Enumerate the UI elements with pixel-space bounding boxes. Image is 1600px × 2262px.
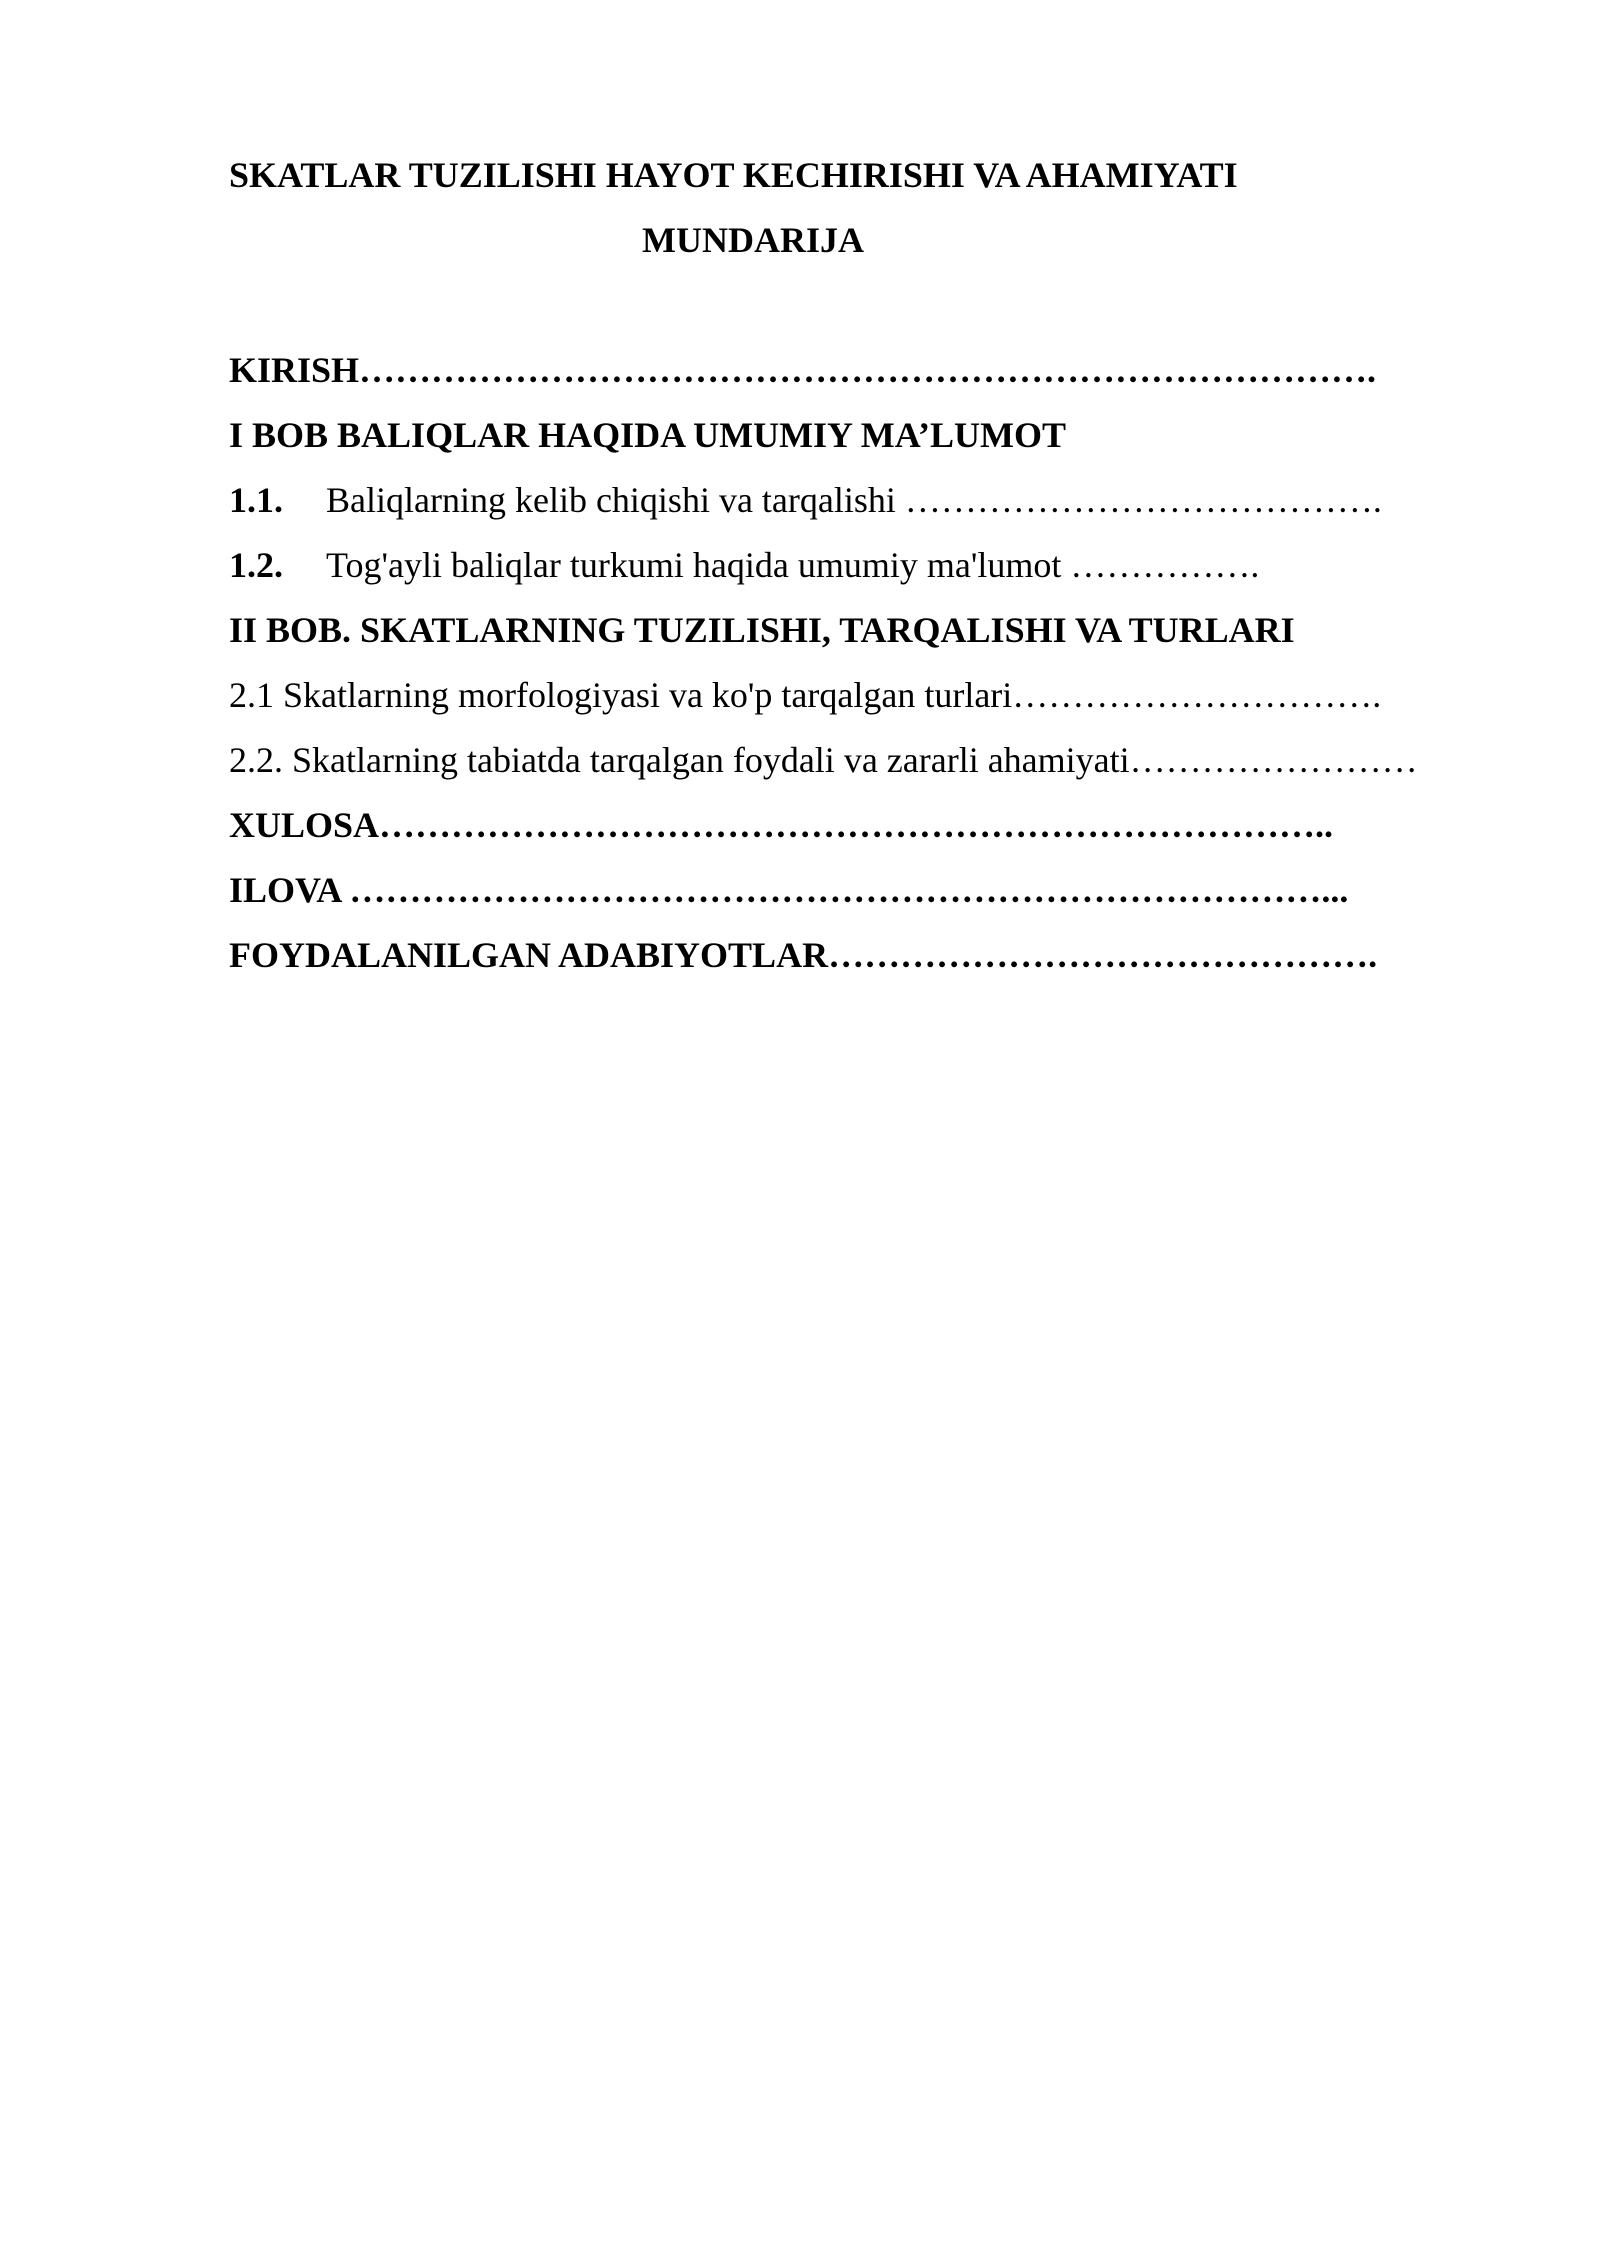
toc-entry-text: 2.1 Skatlarning morfologiyasi va ko'p tarqalgan turlari…………………………. bbox=[229, 675, 1382, 715]
toc-heading: MUNDARIJA bbox=[642, 220, 864, 260]
toc-entry-section-2-2 bbox=[229, 735, 1529, 800]
toc-entry-text: KIRISH…………………………………………………………………………. bbox=[229, 350, 1377, 390]
toc-entry-xulosa bbox=[229, 800, 1529, 865]
toc-entry-chapter-1 bbox=[229, 410, 1529, 475]
toc-entry-text: ILOVA ………………………………………………………………………... bbox=[229, 870, 1349, 910]
toc-entry-section-1-1 bbox=[229, 475, 1529, 540]
toc-entry-number: 1.1. bbox=[229, 480, 283, 520]
toc-entry-number: 1.2. bbox=[229, 545, 283, 585]
toc-entry-text: FOYDALANILGAN ADABIYOTLAR………………………………………. bbox=[229, 935, 1378, 975]
toc-entry-text: Baliqlarning kelib chiqishi va tarqalishi …………………………………. bbox=[326, 480, 1382, 520]
toc-entry-text: XULOSA…………………………………………………………………….. bbox=[229, 805, 1334, 845]
toc-entry-text: II BOB. SKATLARNING TUZILISHI, TARQALISHI VA TURLARI bbox=[229, 610, 1295, 650]
toc-entry-references bbox=[229, 930, 1529, 995]
toc-entry-text: Tog'ayli baliqlar turkumi haqida umumiy ma'lumot ……………. bbox=[326, 545, 1260, 585]
toc-entry-text: 2.2. Skatlarning tabiatda tarqalgan foydali va zararli ahamiyati…………………… bbox=[229, 740, 1418, 780]
toc-entry-chapter-2 bbox=[229, 605, 1529, 670]
toc-entry-ilova bbox=[229, 865, 1529, 930]
document-title: SKATLAR TUZILISHI HAYOT KECHIRISHI VA AHAMIYATI bbox=[229, 155, 1238, 195]
toc-entry-text: I BOB BALIQLAR HAQIDA UMUMIY MA’LUMOT bbox=[229, 415, 1067, 455]
toc-entry-kirish bbox=[229, 345, 1529, 410]
toc-entry-section-2-1 bbox=[229, 670, 1529, 735]
table-of-contents bbox=[229, 345, 1529, 995]
toc-entry-section-1-2 bbox=[229, 540, 1529, 605]
